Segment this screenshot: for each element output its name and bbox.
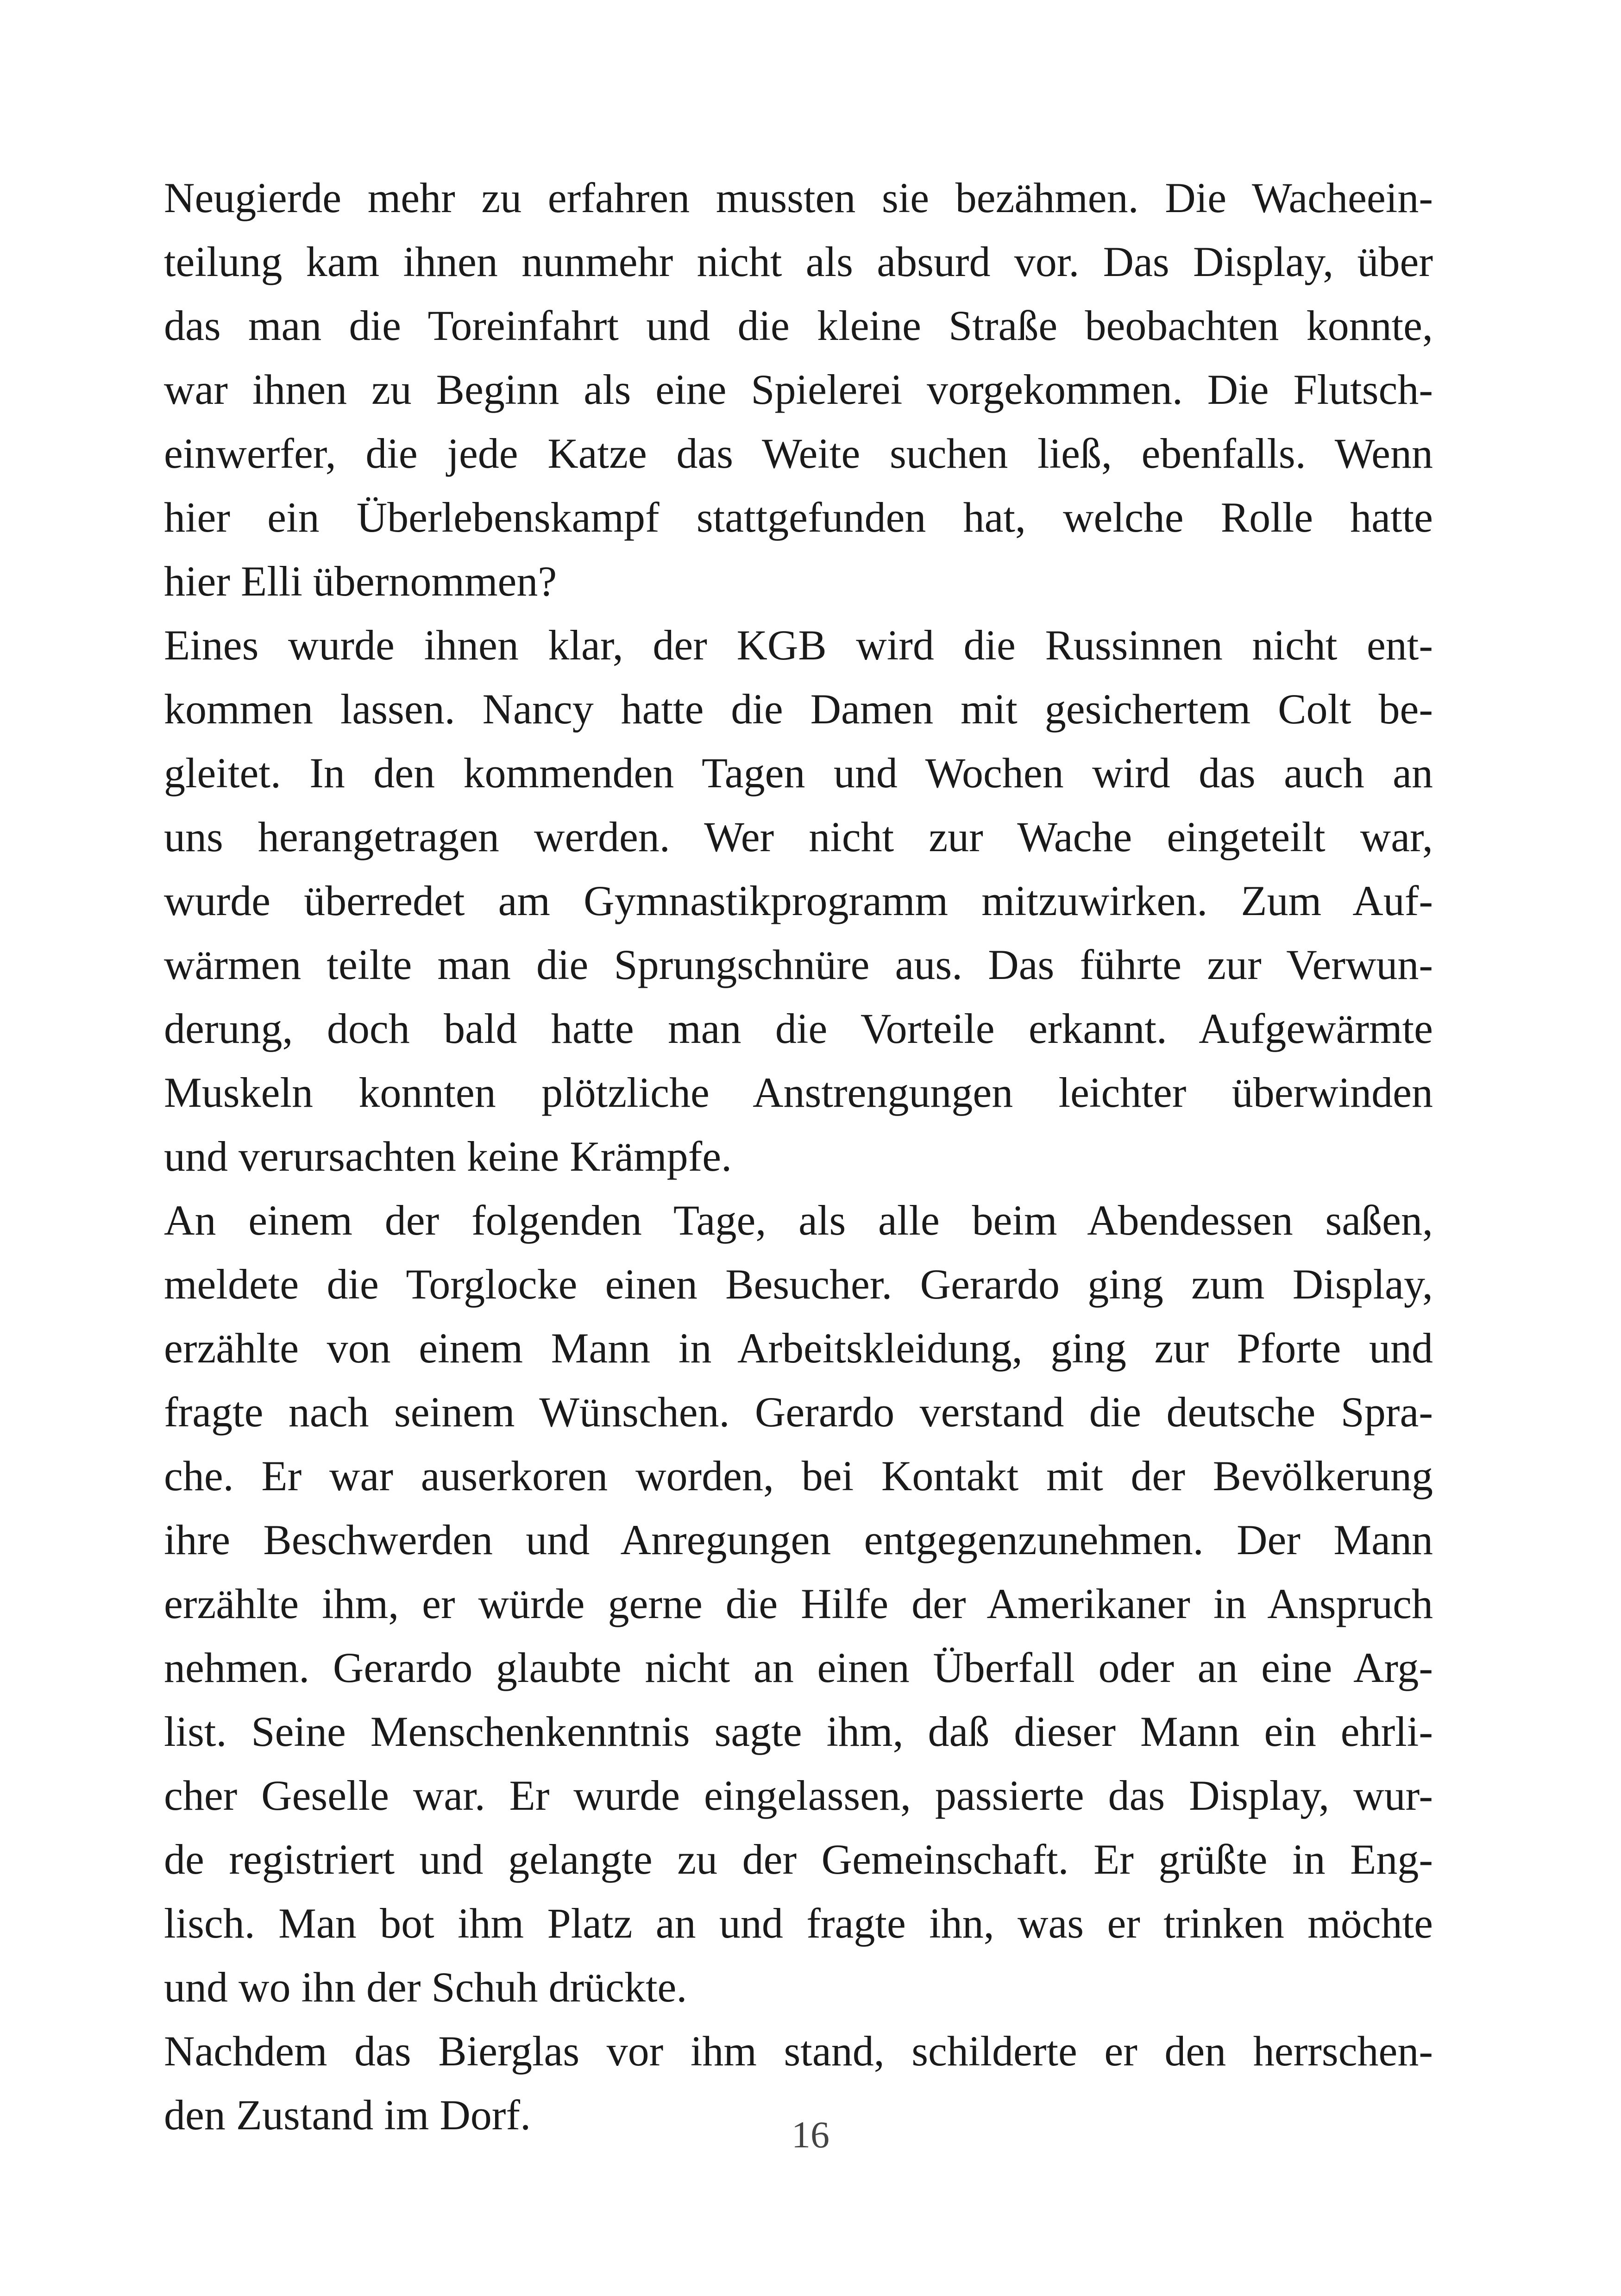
text-line: war ihnen zu Beginn als eine Spielerei vorgekommen. Die Flutsch- — [164, 366, 1433, 413]
text-line: erzählte ihm, er würde gerne die Hilfe der Amerikaner in Anspruch — [164, 1580, 1433, 1627]
text-line: Muskeln konnten plötzliche Anstrengungen leichter überwinden — [164, 1069, 1433, 1116]
text-line: kommen lassen. Nancy hatte die Damen mit gesichertem Colt be- — [164, 685, 1433, 733]
text-line: Neugierde mehr zu erfahren mussten sie bezähmen. Die Wacheein- — [164, 174, 1433, 221]
text-line: teilung kam ihnen nunmehr nicht als absurd vor. Das Display, über — [164, 238, 1433, 285]
text-line: ihre Beschwerden und Anregungen entgegenzunehmen. Der Mann — [164, 1516, 1433, 1563]
text-line: uns herangetragen werden. Wer nicht zur Wache eingeteilt war, — [164, 813, 1433, 860]
text-line: list. Seine Menschenkenntnis sagte ihm, daß dieser Mann ein ehrli- — [164, 1708, 1433, 1755]
text-line: fragte nach seinem Wünschen. Gerardo verstand die deutsche Spra- — [164, 1388, 1433, 1436]
text-line: nehmen. Gerardo glaubte nicht an einen Überfall oder an eine Arg- — [164, 1644, 1433, 1691]
text-line: che. Er war auserkoren worden, bei Kontakt mit der Bevölkerung — [164, 1452, 1433, 1499]
text-line: An einem der folgenden Tage, als alle beim Abendessen saßen, — [164, 1197, 1433, 1244]
text-line: Nachdem das Bierglas vor ihm stand, schilderte er den herrschen- — [164, 2027, 1433, 2075]
text-line: erzählte von einem Mann in Arbeitskleidung, ging zur Pforte und — [164, 1324, 1433, 1372]
text-line: und verursachten keine Krämpfe. — [164, 1133, 732, 1180]
text-line: einwerfer, die jede Katze das Weite suchen ließ, ebenfalls. Wenn — [164, 430, 1433, 477]
page-number: 16 — [792, 2114, 829, 2156]
text-line: meldete die Torglocke einen Besucher. Gerardo ging zum Display, — [164, 1261, 1433, 1308]
text-line: hier ein Überlebenskampf stattgefunden hat, welche Rolle hatte — [164, 494, 1433, 541]
text-line: lisch. Man bot ihm Platz an und fragte ihn, was er trinken möchte — [164, 1900, 1433, 1947]
text-line: hier Elli übernommen? — [164, 558, 557, 605]
text-line: und wo ihn der Schuh drückte. — [164, 1964, 687, 2011]
text-line: Eines wurde ihnen klar, der KGB wird die Russinnen nicht ent- — [164, 621, 1433, 669]
text-line: das man die Toreinfahrt und die kleine Straße beobachten konnte, — [164, 302, 1433, 349]
text-line: wärmen teilte man die Sprungschnüre aus. Das führte zur Verwun- — [164, 941, 1433, 988]
text-line: derung, doch bald hatte man die Vorteile erkannt. Aufgewärmte — [164, 1005, 1433, 1052]
text-line: gleitet. In den kommenden Tagen und Wochen wird das auch an — [164, 749, 1433, 797]
body-text — [164, 166, 1433, 2147]
text-line: cher Geselle war. Er wurde eingelassen, passierte das Display, wur- — [164, 1772, 1433, 1819]
text-line: de registriert und gelangte zu der Gemeinschaft. Er grüßte in Eng- — [164, 1836, 1433, 1883]
text-line: wurde überredet am Gymnastikprogramm mitzuwirken. Zum Auf- — [164, 877, 1433, 924]
text-line: den Zustand im Dorf. — [164, 2091, 531, 2139]
